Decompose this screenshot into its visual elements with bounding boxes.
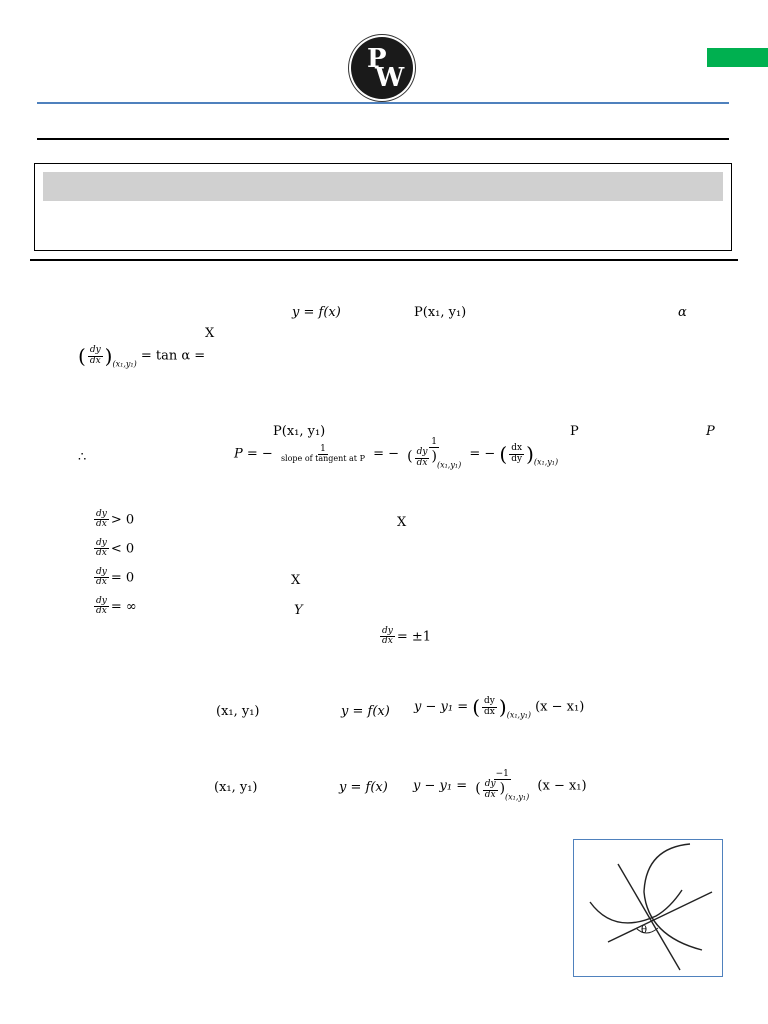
slope-tangent-formula: ( $\frac{dy}{dx}$ )$_{(x_1,y_1)} = \tan \alpha$ = [78,344,206,369]
condition-infinity-note: Y [294,603,303,618]
title-bar [43,172,723,201]
divider-bottom [30,259,738,261]
condition-plus-minus-one: $\frac{dy}{dx}$ = ±1 [382,626,432,647]
logo-letter-w: W [375,63,405,93]
condition-infinity: $\frac{dy}{dx}$ = ∞ [96,596,137,617]
logo-letter-p: P [367,44,387,74]
curves-angle-figure [573,839,723,977]
theta-label: θ [641,925,648,936]
alpha-symbol: α [678,305,687,320]
x-axis-label: X [205,326,215,341]
normal-eq-curve: y = f(x) [339,780,388,795]
green-tab [707,48,768,67]
curve-equation: y = f(x) [292,305,341,320]
normal-point: P(x₁, y₁) [273,424,326,439]
normal-equation: y − y₁ = −1 ( $\frac{dy}{dx}$ )(x₁,y₁) (x − x₁) [413,769,587,802]
tangent-point: (x₁, y₁) [216,704,260,719]
therefore-symbol: ∴ [78,450,87,465]
tangent-equation: y − y₁ = ( $\frac{dy}{dx}$ )$_{(x_1,y_1)}$ (x − x₁) [414,695,585,720]
condition-positive-note: X [397,515,407,530]
normal-eq-point: (x₁, y₁) [214,780,258,795]
point-p: P(x₁, y₁) [414,305,467,320]
pw-logo [351,37,413,99]
normal-slope-formula: P = − $\frac{1}{\text{slope of tangent at P}}$ = − 1 ( $\frac{dy}{dx}$ )(x₁,y₁) = − ( $\frac{dx}{dy}$ )$_{(x_1,y_1)}$ [234,437,559,470]
condition-negative: $\frac{dy}{dx}$ < 0 [96,538,135,559]
point-label-p-italic: P [706,424,715,439]
condition-positive: $\frac{dy}{dx}$ > 0 [96,509,135,530]
condition-zero-note: X [291,573,301,588]
point-label-p: P [570,424,579,439]
header-rule [37,102,729,104]
condition-zero: $\frac{dy}{dx}$ = 0 [96,567,135,588]
tangent-curve: y = f(x) [341,704,390,719]
curves-angle-diagram [574,840,722,976]
divider-top [37,138,729,140]
